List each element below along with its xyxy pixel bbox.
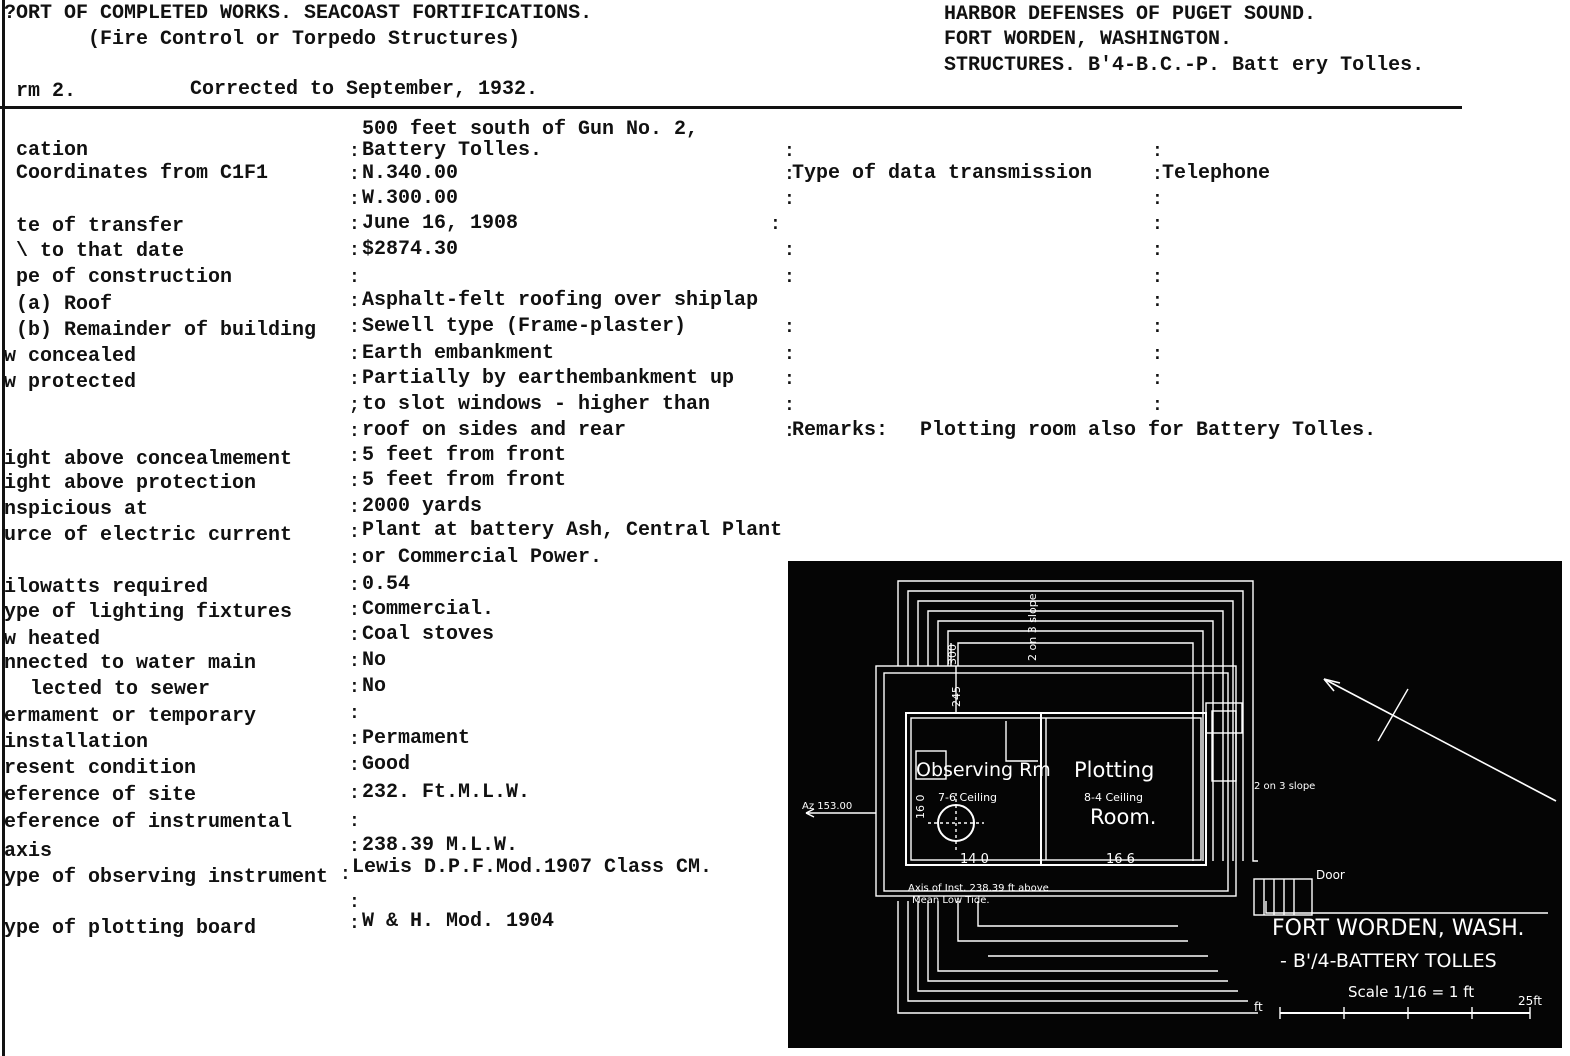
row-value: Plant at battery Ash, Central Plant	[362, 519, 783, 542]
row-value: 2000 yards	[362, 495, 483, 518]
colon-mark: :	[1152, 268, 1163, 288]
colon-mark: :	[784, 165, 795, 185]
report-title: ?ORT OF COMPLETED WORKS. SEACOAST FORTIFICATIONS.	[4, 2, 593, 25]
row-label: w concealed	[4, 345, 137, 368]
corrected-date: Corrected to September, 1932.	[190, 78, 539, 101]
row-value: roof on sides and rear	[362, 419, 627, 442]
room-observing-label: Observing Rm	[916, 759, 1051, 781]
dimension-14ft: 14 0	[960, 852, 989, 867]
transmission-value: Telephone	[1162, 162, 1271, 185]
row-label: ight above protection	[4, 472, 257, 495]
row-value: Permament	[362, 727, 471, 750]
row-label: Coordinates from C1F1	[16, 162, 269, 185]
remarks-value: Plotting room also for Battery Tolles.	[920, 419, 1377, 442]
colon-mark: :	[784, 345, 795, 365]
row-label: eference of site	[4, 784, 197, 807]
colon-mark: :	[784, 268, 795, 288]
drawing-subtitle: - B'/4-BATTERY TOLLES	[1280, 950, 1497, 972]
row-label: ilowatts required	[4, 576, 209, 599]
slope-note-top: 2 on 3 slope	[1026, 593, 1039, 661]
row-value: 0.54	[362, 573, 411, 596]
row-colon: :	[349, 893, 360, 913]
row-label: w heated	[4, 628, 101, 651]
scale-right-label: 25ft	[1518, 994, 1542, 1008]
harbor-defenses: HARBOR DEFENSES OF PUGET SOUND.	[944, 3, 1317, 26]
row-value: W.300.00	[362, 187, 459, 210]
report-subtitle: (Fire Control or Torpedo Structures)	[88, 28, 521, 51]
row-label: ype of plotting board	[4, 917, 257, 940]
row-label: lected to sewer	[30, 678, 211, 701]
colon-mark: :	[1152, 318, 1163, 338]
row-colon: :	[349, 142, 360, 162]
row-label: ype of lighting fixtures	[4, 601, 293, 624]
row-value: Good	[362, 753, 411, 776]
row-colon: :	[349, 914, 360, 934]
row-colon: :	[349, 241, 360, 261]
row-colon: :	[349, 292, 360, 312]
row-colon: :	[349, 215, 360, 235]
colon-mark: :	[784, 190, 795, 210]
azimuth-label: Az 153.00	[802, 801, 853, 812]
remarks-label: Remarks:	[792, 419, 889, 442]
axis-note-2: Mean Low Tide.	[912, 895, 990, 906]
room-plotting-ceiling: 8-4 Ceiling	[1084, 791, 1144, 804]
row-label: ermament or temporary	[4, 705, 257, 728]
drawing-scale: Scale 1/16 = 1 ft	[1348, 983, 1475, 1001]
row-value: 5 feet from front	[362, 444, 567, 467]
colon-mark: :	[784, 241, 795, 261]
row-label: te of transfer	[16, 215, 185, 238]
row-value: Commercial.	[362, 598, 495, 621]
row-colon: :	[349, 812, 360, 832]
floor-plan-drawing	[788, 561, 1562, 1048]
colon-mark: :	[784, 370, 795, 390]
row-value: Sewell type (Frame-plaster)	[362, 315, 687, 338]
colon-mark: :	[1152, 345, 1163, 365]
location-value-top: 500 feet south of Gun No. 2,	[362, 118, 699, 141]
row-colon: :	[349, 523, 360, 543]
row-value: N.340.00	[362, 162, 459, 185]
row-colon: :	[349, 704, 360, 724]
row-label: (b) Remainder of building	[16, 319, 317, 342]
row-value: 238.39 M.L.W.	[362, 834, 519, 857]
row-colon: :	[349, 165, 360, 185]
colon-mark: :	[1152, 165, 1163, 185]
row-value: June 16, 1908	[362, 212, 519, 235]
colon-mark: :	[784, 318, 795, 338]
row-value: Asphalt-felt roofing over shiplap	[362, 289, 759, 312]
row-colon: :	[349, 784, 360, 804]
slope-note-right: 2 on 3 slope	[1254, 781, 1316, 792]
row-colon: :	[349, 678, 360, 698]
row-value: $2874.30	[362, 238, 459, 261]
row-colon: :	[349, 756, 360, 776]
row-value: Coal stoves	[362, 623, 495, 646]
row-label: installation	[4, 731, 149, 754]
row-value: No	[362, 675, 387, 698]
row-colon: :	[349, 576, 360, 596]
header-rule	[0, 106, 1462, 109]
row-value: Battery Tolles.	[362, 139, 543, 162]
row-value: Lewis D.P.F.Mod.1907 Class CM.	[352, 856, 713, 879]
row-value: 232. Ft.M.L.W.	[362, 781, 531, 804]
room-plotting-label-2: Room.	[1090, 805, 1157, 829]
row-colon: :	[349, 318, 360, 338]
room-plotting-label: Plotting	[1074, 758, 1155, 782]
row-value: or Commercial Power.	[362, 546, 603, 569]
row-colon: :	[349, 268, 360, 288]
transmission-label: Type of data transmission	[792, 162, 1093, 185]
colon-mark: :	[770, 215, 781, 235]
colon-mark: :	[1152, 190, 1163, 210]
row-value: W & H. Mod. 1904	[362, 910, 555, 933]
colon-mark: :	[784, 422, 795, 442]
row-label: resent condition	[4, 757, 197, 780]
row-label: ight above concealmement	[4, 448, 293, 471]
row-label: nnected to water main	[4, 652, 257, 675]
scale-left-label: ft	[1254, 1000, 1263, 1014]
row-colon: :	[349, 730, 360, 750]
row-label: w protected	[4, 371, 137, 394]
colon-mark: :	[1152, 142, 1163, 162]
row-value: Partially by earthembankment up	[362, 367, 735, 390]
colon-mark: :	[784, 142, 795, 162]
row-colon: :	[349, 652, 360, 672]
row-label: axis	[4, 840, 53, 863]
row-label: cation	[16, 139, 89, 162]
form-number: rm 2.	[16, 80, 77, 103]
colon-mark: :	[1152, 292, 1163, 312]
dimension-300: 300	[946, 644, 959, 665]
dimension-16ft-6: 16 6	[1106, 852, 1135, 867]
room-observing-ceiling: 7-6 Ceiling	[938, 791, 998, 804]
row-colon: ;	[349, 396, 360, 416]
row-label: ype of observing instrument	[4, 866, 329, 889]
axis-note-1: Axis of Inst. 238.39 ft above	[908, 883, 1049, 894]
row-value: to slot windows - higher than	[362, 393, 711, 416]
structure-id: STRUCTURES. B'4-B.C.-P. Batt ery Tolles.	[944, 54, 1425, 77]
row-label: pe of construction	[16, 266, 233, 289]
row-colon: :	[349, 549, 360, 569]
row-colon: :	[349, 626, 360, 646]
colon-mark: :	[1152, 396, 1163, 416]
row-colon: :	[349, 447, 360, 467]
door-label: Door	[1316, 868, 1345, 882]
row-colon: :	[349, 190, 360, 210]
row-colon: :	[349, 422, 360, 442]
row-label: eference of instrumental	[4, 811, 293, 834]
colon-mark: :	[1152, 215, 1163, 235]
row-label: (a) Roof	[16, 293, 113, 316]
row-colon: :	[349, 370, 360, 390]
row-label: nspicious at	[4, 498, 149, 521]
row-colon: :	[349, 837, 360, 857]
drawing-title: FORT WORDEN, WASH.	[1272, 916, 1525, 941]
row-label: urce of electric current	[4, 524, 293, 547]
colon-mark: :	[1152, 370, 1163, 390]
row-colon: :	[340, 865, 351, 885]
colon-mark: :	[784, 396, 795, 416]
row-colon: :	[349, 601, 360, 621]
colon-mark: :	[1152, 241, 1163, 261]
row-value: No	[362, 649, 387, 672]
row-colon: :	[349, 498, 360, 518]
dimension-16ft: 16 0	[914, 794, 927, 819]
fort-name: FORT WORDEN, WASHINGTON.	[944, 28, 1233, 51]
row-value: 5 feet from front	[362, 469, 567, 492]
row-label: \ to that date	[16, 240, 185, 263]
row-value: Earth embankment	[362, 342, 555, 365]
row-colon: :	[349, 345, 360, 365]
row-colon: :	[349, 472, 360, 492]
dimension-245: 245	[950, 686, 963, 707]
